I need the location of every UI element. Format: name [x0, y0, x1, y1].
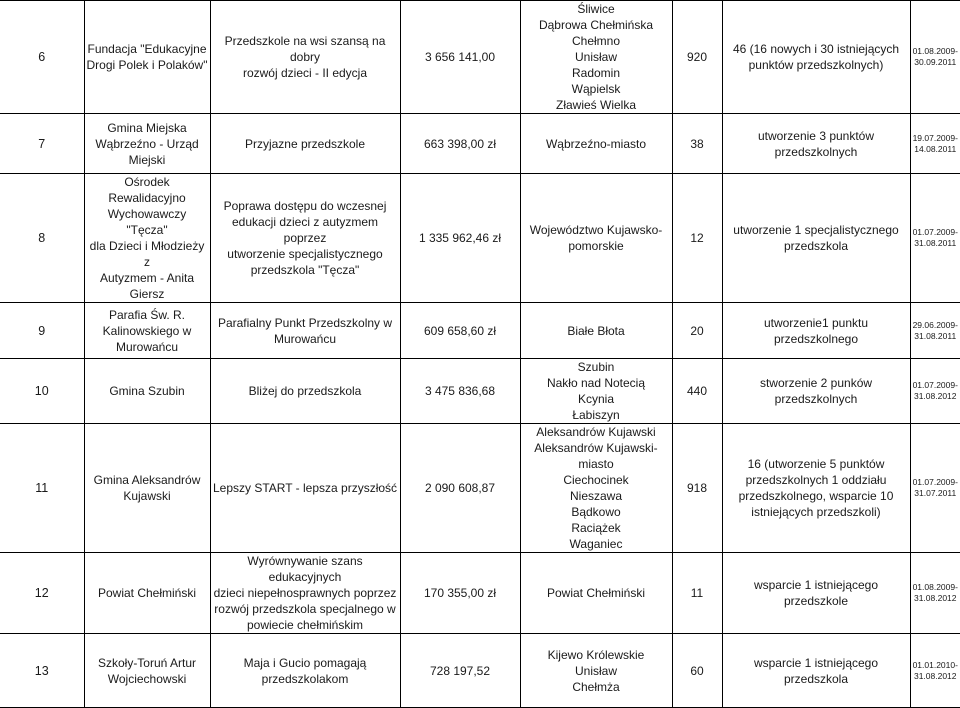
amount-cell [400, 303, 520, 359]
beneficiary-line: Gmina Aleksandrów [93, 473, 201, 487]
beneficiary-line: Wychowawczy "Tęcza" [107, 207, 187, 237]
result-line: przedszkolnego, wsparcie 10 [738, 489, 894, 503]
location-line: Nakło nad Notecią [546, 376, 646, 390]
beneficiary-cell [84, 359, 210, 424]
table-row [0, 553, 960, 634]
row-number-cell [0, 424, 84, 553]
result-line: wsparcie 1 istniejącego [753, 655, 879, 670]
location-line: Nieszawa [569, 489, 623, 503]
result-cell [722, 359, 910, 424]
result-line: przedszkolnych 1 oddziału [745, 473, 887, 487]
result-cell [722, 303, 910, 359]
beneficiary-line: Kalinowskiego w [102, 323, 192, 338]
project-title-line: rozwój przedszkola specjalnego w [214, 602, 396, 616]
project-title-line: dzieci niepełnosprawnych poprzez [213, 586, 397, 600]
children-count-cell [672, 174, 722, 303]
period-line: 01.07.2009- [912, 477, 958, 487]
result-line: przedszkole [783, 594, 849, 608]
result-line: wsparcie 1 istniejącego [753, 578, 879, 592]
row-number-cell [0, 553, 84, 634]
row-number-cell [0, 1, 84, 114]
row-number-cell [0, 634, 84, 708]
amount-cell [400, 1, 520, 114]
result-cell [722, 424, 910, 553]
table-row [0, 359, 960, 424]
result-line: 16 (utworzenie 5 punktów [747, 457, 885, 471]
result-line: stworzenie 2 punków [759, 376, 873, 390]
beneficiary-line: dla Dzieci i Młodzieży z [89, 239, 205, 269]
period-cell [910, 359, 960, 424]
period-cell [910, 634, 960, 708]
row-number-cell [0, 114, 84, 174]
amount-text: 728 197,52 [429, 663, 491, 678]
period-cell [910, 1, 960, 114]
project-title-line: przedszkola "Tęcza" [250, 263, 360, 277]
amount-text: 170 355,00 zł [423, 586, 497, 600]
beneficiary-line: Fundacja "Edukacyjne [87, 42, 207, 56]
project-title-cell [210, 174, 400, 303]
project-title-cell [210, 553, 400, 634]
children-count-cell [672, 114, 722, 174]
result-line: utworzenie 1 specjalistycznego [733, 223, 899, 237]
location-line: Szubin [577, 360, 615, 374]
period-line: 01.08.2009- [912, 46, 958, 56]
project-title-line: rozwój dzieci - II edycja [242, 66, 368, 80]
row-number-text: 7 [38, 136, 46, 151]
children-count-cell [672, 634, 722, 708]
location-line: Powiat Chełmiński [546, 586, 646, 600]
result-line: 46 (16 nowych i 30 istniejących [732, 42, 900, 56]
children-count-text: 918 [686, 481, 708, 495]
location-line: Chełmno [571, 34, 621, 48]
location-line: Chełmża [572, 679, 620, 694]
children-count-cell [672, 359, 722, 424]
beneficiary-cell [84, 114, 210, 174]
period-line: 30.09.2011 [914, 57, 957, 67]
row-number-cell [0, 359, 84, 424]
beneficiary-line: Kujawski [123, 489, 171, 503]
location-line: Unisław [574, 50, 617, 64]
period-line: 31.08.2012 [913, 670, 957, 681]
row-number-text: 8 [38, 231, 46, 245]
period-line: 01.08.2009- [912, 582, 958, 592]
project-title-line: Wyrównywanie szans edukacyjnych [247, 554, 363, 584]
table-row [0, 634, 960, 708]
children-count-text: 38 [690, 136, 704, 151]
beneficiary-line: Autyzmem - Anita Giersz [99, 271, 195, 301]
project-title-line: Maja i Gucio pomagają [243, 655, 367, 670]
location-line: pomorskie [568, 239, 624, 253]
period-line: 01.07.2009- [912, 380, 958, 390]
result-line: przedszkola [783, 671, 849, 686]
table-body [0, 1, 960, 708]
project-title-cell [210, 114, 400, 174]
beneficiary-line: Wąbrzeźno - Urząd [95, 136, 199, 151]
result-line: istniejących przedszkoli) [751, 505, 881, 519]
location-line: Województwo Kujawsko- [529, 223, 663, 237]
amount-text: 3 656 141,00 [424, 50, 496, 64]
amount-cell [400, 424, 520, 553]
location-cell [520, 424, 672, 553]
result-line: przedszkolnych [774, 392, 858, 406]
period-line: 01.07.2009- [912, 227, 958, 237]
table-row [0, 1, 960, 114]
period-cell [910, 303, 960, 359]
row-number-text: 9 [38, 323, 46, 338]
beneficiary-cell [84, 424, 210, 553]
beneficiary-cell [84, 553, 210, 634]
project-title-cell [210, 1, 400, 114]
location-cell [520, 634, 672, 708]
period-line: 31.08.2011 [914, 330, 957, 341]
project-title-line: przedszkolakom [261, 671, 349, 686]
location-line: Łabiszyn [572, 408, 620, 422]
result-cell [722, 1, 910, 114]
project-title-cell [210, 359, 400, 424]
location-line: Ciechocinek [563, 473, 629, 487]
row-number-text: 11 [35, 481, 49, 495]
location-line: Dąbrowa Chełmińska [538, 18, 654, 32]
children-count-cell [672, 424, 722, 553]
amount-cell [400, 174, 520, 303]
amount-text: 1 335 962,46 zł [418, 231, 502, 245]
location-line: Zławieś Wielka [555, 98, 636, 112]
result-line: utworzenie1 punktu [763, 315, 869, 330]
result-cell [722, 553, 910, 634]
children-count-text: 20 [690, 323, 704, 338]
location-line: Kijewo Królewskie [547, 647, 645, 662]
location-cell [520, 359, 672, 424]
period-line: 01.01.2010- [912, 659, 958, 670]
beneficiary-cell [84, 634, 210, 708]
project-title-line: Parafialny Punkt Przedszkolny w [217, 315, 393, 330]
row-number-text: 12 [34, 586, 49, 600]
children-count-text: 920 [686, 50, 708, 64]
location-cell [520, 303, 672, 359]
amount-cell [400, 359, 520, 424]
project-title-line: Bliżej do przedszkola [248, 384, 362, 398]
children-count-text: 60 [690, 663, 704, 678]
children-count-cell [672, 303, 722, 359]
location-cell [520, 553, 672, 634]
beneficiary-line: Gmina Miejska [107, 120, 187, 135]
result-line: punktów przedszkolnych) [748, 58, 884, 72]
beneficiary-line: Murowańcu [115, 339, 179, 354]
amount-text: 609 658,60 zł [423, 323, 497, 338]
row-number-cell [0, 303, 84, 359]
row-number-text: 6 [38, 50, 46, 64]
table-row [0, 424, 960, 553]
beneficiary-line: Drogi Polek i Polaków" [86, 58, 208, 72]
result-line: przedszkola [783, 239, 849, 253]
location-line: Wąpielsk [571, 82, 621, 96]
location-line: Waganiec [569, 537, 623, 551]
beneficiary-line: Gmina Szubin [109, 384, 185, 398]
period-cell [910, 553, 960, 634]
beneficiary-line: Wojciechowski [107, 671, 187, 686]
table-row [0, 114, 960, 174]
location-line: Śliwice [577, 2, 615, 16]
location-cell [520, 114, 672, 174]
table-row [0, 303, 960, 359]
period-line: 29.06.2009- [912, 319, 958, 330]
project-title-cell [210, 634, 400, 708]
result-line: przedszkolnego [773, 331, 859, 346]
period-line: 19.07.2009- [912, 132, 958, 143]
beneficiary-line: Miejski [128, 152, 166, 167]
project-title-cell [210, 303, 400, 359]
beneficiary-cell [84, 174, 210, 303]
period-cell [910, 174, 960, 303]
beneficiary-line: Szkoły-Toruń Artur [97, 655, 197, 670]
children-count-text: 11 [690, 586, 704, 600]
result-cell [722, 634, 910, 708]
result-line: przedszkolnych [774, 144, 858, 159]
beneficiary-cell [84, 303, 210, 359]
row-number-cell [0, 174, 84, 303]
project-title-line: powiecie chełmińskim [246, 618, 364, 632]
location-line: Aleksandrów Kujawski [536, 425, 656, 439]
amount-cell [400, 114, 520, 174]
children-count-text: 440 [686, 384, 708, 398]
beneficiary-line: Ośrodek Rewalidacyjno [108, 175, 186, 205]
project-title-line: utworzenie specjalistycznego [227, 247, 383, 261]
location-line: Bądkowo [571, 505, 621, 519]
location-cell [520, 174, 672, 303]
children-count-text: 12 [690, 231, 704, 245]
beneficiary-line: Powiat Chełmiński [97, 586, 197, 600]
project-title-line: Poprawa dostępu do wczesnej [223, 199, 387, 213]
location-line: Kcynia [577, 392, 615, 406]
period-line: 14.08.2011 [914, 143, 957, 154]
children-count-cell [672, 1, 722, 114]
project-title-line: Przedszkole na wsi szansą na dobry [224, 34, 386, 64]
amount-cell [400, 553, 520, 634]
location-line: Aleksandrów Kujawski-miasto [534, 441, 658, 471]
project-title-line: Murowańcu [273, 331, 337, 346]
amount-text: 3 475 836,68 [424, 384, 496, 398]
location-line: Radomin [571, 66, 621, 80]
period-line: 31.08.2012 [913, 391, 957, 401]
children-count-cell [672, 553, 722, 634]
project-title-cell [210, 424, 400, 553]
project-title-line: Przyjazne przedszkole [244, 136, 366, 151]
result-cell [722, 114, 910, 174]
row-number-text: 13 [34, 663, 49, 678]
location-line: Białe Błota [567, 323, 625, 338]
amount-text: 663 398,00 zł [423, 136, 497, 151]
location-cell [520, 1, 672, 114]
amount-text: 2 090 608,87 [424, 481, 496, 495]
location-line: Raciążek [571, 521, 621, 535]
location-line: Unisław [574, 663, 617, 678]
period-line: 31.07.2011 [914, 488, 957, 498]
beneficiary-line: Parafia Św. R. [108, 307, 186, 322]
result-cell [722, 174, 910, 303]
table-row [0, 174, 960, 303]
beneficiary-cell [84, 1, 210, 114]
period-line: 31.08.2011 [914, 238, 957, 248]
project-title-line: edukacji dzieci z autyzmem poprzez [231, 215, 379, 245]
period-cell [910, 424, 960, 553]
row-number-text: 10 [34, 384, 49, 398]
location-line: Wąbrzeźno-miasto [545, 136, 647, 151]
result-line: utworzenie 3 punktów [757, 128, 875, 143]
period-line: 31.08.2012 [913, 593, 957, 603]
amount-cell [400, 634, 520, 708]
period-cell [910, 114, 960, 174]
project-title-line: Lepszy START - lepsza przyszłość [212, 481, 398, 495]
